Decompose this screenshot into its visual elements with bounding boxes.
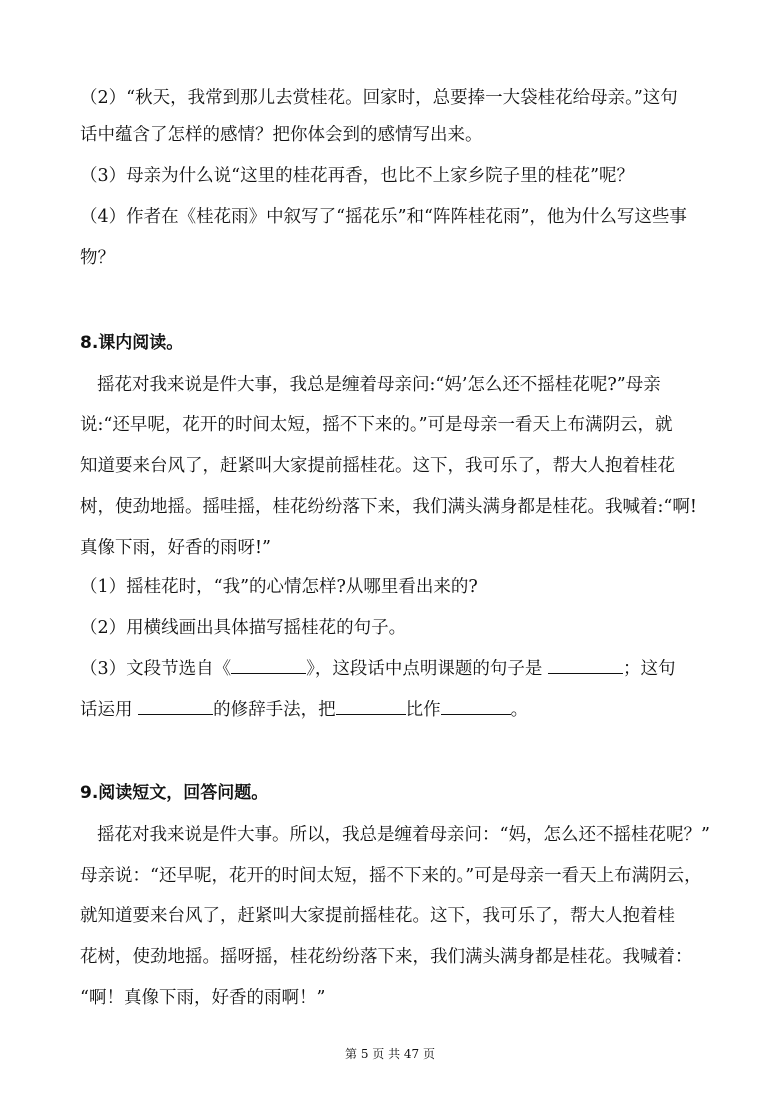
answer-blank-compared[interactable] <box>336 697 406 715</box>
q9-passage-line-1: 摇花对我来说是件大事。所以，我总是缠着母亲问：“妈，怎么还不摇桂花呢？” <box>97 825 710 845</box>
q8-passage-line-5: 真像下雨，好香的雨呀!” <box>80 538 271 558</box>
q8-q3-text-c: ；这句 <box>622 659 676 679</box>
answer-blank-rhetoric[interactable] <box>138 697 213 715</box>
q9-passage-line-3: 就知道要来台风了，赶紧叫大家提前摇桂花。这下，我可乐了，帮大人抱着桂 <box>80 906 675 926</box>
q8-question-1: （1）摇桂花时，“我”的心情怎样?从哪里看出来的? <box>80 577 478 597</box>
q8-q3-text-f: 比作 <box>405 700 441 720</box>
q8-passage-line-2: 说:“还早呢，花开的时间太短，摇不下来的。”可是母亲一看天上布满阴云，就 <box>80 415 673 435</box>
answer-blank-title-sentence[interactable] <box>548 656 623 674</box>
q8-question-2: （2）用横线画出具体描写摇桂花的句子。 <box>80 618 407 638</box>
q8-q3-text-a: （3）文段节选自《 <box>80 659 232 679</box>
q7-question-3: （3）母亲为什么说“这里的桂花再香，也比不上家乡院子里的桂花”呢？ <box>80 166 635 186</box>
q9-passage-line-2: 母亲说：“还早呢，花开的时间太短，摇不下来的。”可是母亲一看天上布满阴云， <box>80 866 702 886</box>
q8-passage-line-4: 树，使劲地摇。摇哇摇，桂花纷纷落下来，我们满头满身都是桂花。我喊着:“啊! <box>80 497 697 517</box>
q8-q3-text-b: 》，这段话中点明课题的句子是 <box>306 659 548 679</box>
q7-question-4-line-1: （4）作者在《桂花雨》中叙写了“摇花乐”和“阵阵桂花雨”，他为什么写这些事 <box>80 207 687 227</box>
answer-blank-source[interactable] <box>231 656 306 674</box>
q7-question-2-line-2: 话中蕴含了怎样的感情？把你体会到的感情写出来。 <box>80 125 483 145</box>
q7-question-4-line-2: 物？ <box>80 248 115 268</box>
q8-q3-text-d: 话运用 <box>80 700 139 720</box>
q9-title: 9.阅读短文，回答问题。 <box>80 783 269 803</box>
q8-question-3-line-1 <box>80 656 700 682</box>
q8-title: 8.课内阅读。 <box>80 333 184 353</box>
q7-question-2-line-1: （2）“秋天，我常到那儿去赏桂花。回家时，总要捧一大袋桂花给母亲。”这句 <box>80 88 678 108</box>
q8-q3-text-e: 的修辞手法，把 <box>213 700 336 720</box>
q8-q3-text-g: 。 <box>510 700 529 720</box>
answer-blank-compared-to[interactable] <box>441 697 511 715</box>
q9-passage-line-5: “啊！真像下雨，好香的雨啊！” <box>80 988 326 1008</box>
q8-passage-line-3: 知道要来台风了，赶紧叫大家提前摇桂花。这下，我可乐了，帮大人抱着桂花 <box>80 456 675 476</box>
q8-passage-line-1: 摇花对我来说是件大事，我总是缠着母亲问:“妈’怎么还不摇桂花呢?”母亲 <box>97 375 661 395</box>
q8-question-3-line-2 <box>80 697 700 723</box>
page-footer: 第 5 页 共 47 页 <box>345 1047 435 1061</box>
q9-passage-line-4: 花树，使劲地摇。摇呀摇，桂花纷纷落下来，我们满头满身都是桂花。我喊着： <box>80 947 693 967</box>
